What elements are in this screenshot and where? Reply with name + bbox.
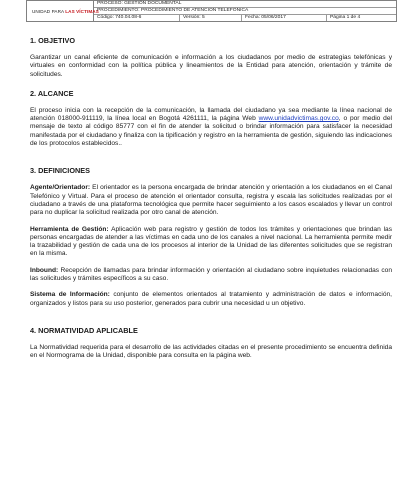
process-label: PROCESO: GESTIÓN DOCUMENTAL: [94, 1, 396, 8]
document-date: Fecha: 05/06/2017: [242, 15, 327, 21]
normatividad-text: La Normatividad requerida para el desarrollo de las actividades citadas en el presente procedimiento se encuentra definida en el Normograma de la Unidad, disponible para consulta en la página web.: [30, 343, 392, 360]
document-meta-row: [94, 15, 396, 21]
definition-term: Agente/Orientador:: [30, 184, 91, 192]
definition-term: Sistema de Información:: [30, 291, 110, 299]
definition-item: Herramienta de Gestión: Aplicación web para registro y gestión de todos los trámites y orientaciones que brindan las personas encargadas de atender a las víctimas en cada uno de los canales a nivel nacional. La herramienta permite medir la trazabilidad y gestión de cada una de los procesos al interior de la Unidad de las diferentes solicitudes que se registran en la misma.: [30, 225, 393, 258]
objetivo-text: Garantizar un canal eficiente de comunicación e información a los ciudadanos por medio de estrategias telefónicas y virtuales en conformidad con la política pública y lineamientos de la Entidad para atención, orientación y trámite de solicitudes.: [30, 54, 392, 78]
website-link[interactable]: www.unidadvictimas.gov.co: [258, 115, 339, 123]
section-title-normatividad: 4. NORMATIVIDAD APLICABLE: [30, 325, 138, 335]
definition-term: Herramienta de Gestión:: [30, 225, 109, 233]
definition-item: Inbound: Recepción de llamadas para brindar información y orientación al ciudadano sobre inquietudes relacionadas con las solicitudes y trámites específicos a su caso.: [30, 266, 392, 283]
procedure-label: PROCEDIMIENTO: PROCEDIMIENTO DE ATENCION TELEFONICA: [94, 8, 396, 15]
document-header: [26, 0, 397, 22]
page-number: Página 1 de 4: [330, 15, 361, 20]
section-title-alcance: 2. ALCANCE: [30, 88, 74, 98]
definition-term: Inbound:: [30, 266, 59, 274]
document-info: [94, 1, 396, 21]
section-title-definiciones: 3. DEFINICIONES: [30, 166, 91, 176]
definition-item: Agente/Orientador: El orientador es la persona encargada de brindar atención y orientación a los ciudadanos en el Canal Telefónico y Virtual. Para el proceso de atención el orientador consulta, registra y escala las solicitudes realizadas por el ciudadano a través de una plataforma tecnológica que permite hacer seguimiento a los casos escalados y llevar un control para no duplicar la solicitud realizada por otro canal de atención.: [30, 184, 392, 217]
section-title-objetivo: 1. OBJETIVO: [30, 36, 76, 45]
document-code: Código: 740.04.08-6: [94, 15, 180, 21]
logo-text: UNIDAD PARA LAS VÍCTIMAS: [32, 8, 99, 14]
entity-logo: [27, 1, 99, 21]
document-version: Versión: 5: [180, 15, 242, 21]
alcance-text: El proceso inicia con la recepción de la comunicación, la llamada del ciudadano ya sea mediante la línea nacional de atención 018000-911119, la línea local en Bogotá 4261111, la página Web www.unidadvictimas.gov.co, o por medio del mensaje de texto al código 85777 con el fin de atender la solicitud o brindar información para satisfacer la necesidad manifestada por el ciudadano y finaliza con la tipificación y registro en la herramienta de gestión, siguiendo las indicaciones de los protocolos establecidos..: [30, 106, 392, 148]
definition-item: Sistema de Información: conjunto de elementos orientados al tratamiento y administración de datos e información, organizados y listos para su uso posterior, generados para cubrir una necesidad u un objetivo.: [30, 291, 392, 307]
document-body: [30, 36, 392, 361]
